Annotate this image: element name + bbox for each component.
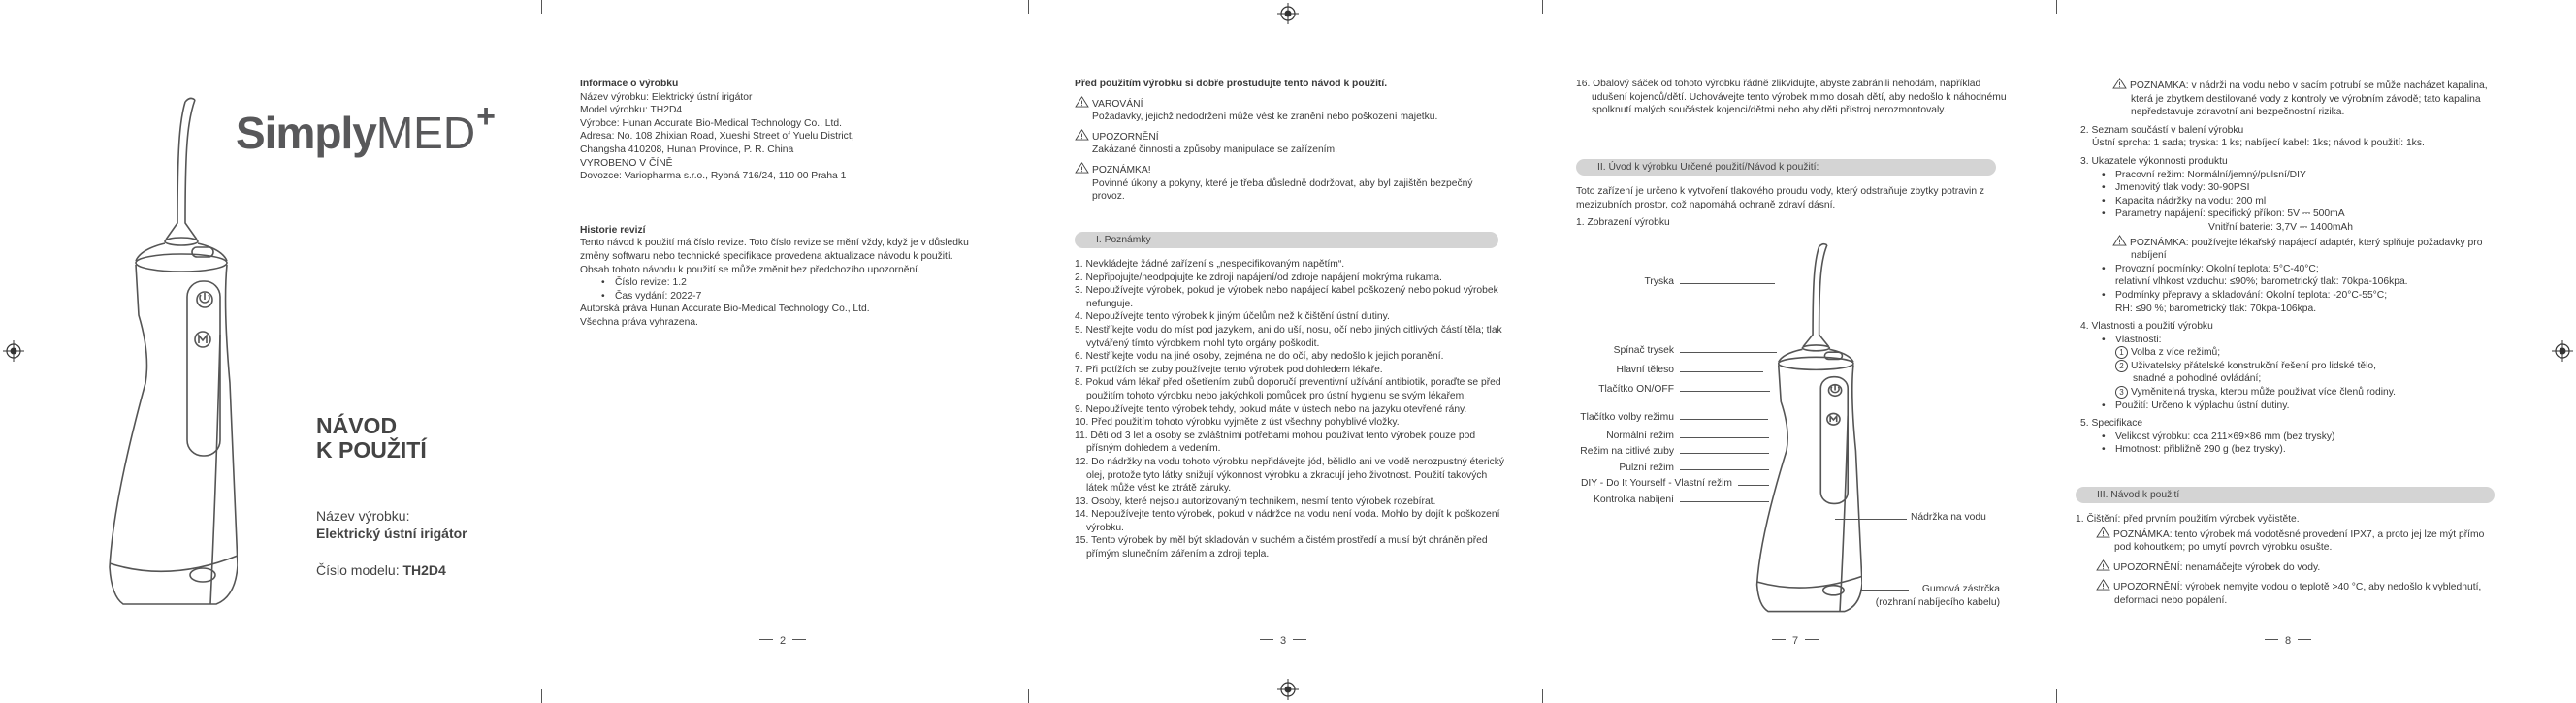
section-header: III. Návod k použití [2076,487,2495,503]
plus-icon: + [476,98,496,135]
crop-mark [541,689,542,703]
warning-triangle-icon [2096,579,2110,591]
info-title: Informace o výrobku [580,79,679,89]
page-number: 7 [1765,635,1825,647]
product-info-page: Informace o výrobku Název výrobku: Elektrický ústní irigátor Model výrobku: TH2D4 Výrobce: Hunan Accurate Bio-Medical Technology Co., Ltd. Adresa: No. 108 Zhixian Road, Xueshi Street of Yuelu District, Changsha 410208, Hunan Province, P. R. China VYROBENO V ČÍNĚ Dovozce: Variopharma s.r.o., Rybná 716/24, 110 00 Praha 1 Historie revizí Tento návod k použití má číslo revize. Toto číslo revize se mění vždy, když je v důsledku změny softwaru nebo technické specifikace provedena aktualizace návodu k použití. Obsah tohoto návodu k použití se může změnit bez předchozího upozornění. • Číslo revize: 1.2 • Čas vydání: 2022-7 Autorská práva Hunan Accurate Bio-Medical Technology Co., Ltd. Všechna práva vyhrazena. [580,78,1016,330]
intro-page [1576,78,2008,117]
section-header: I. Poznámky [1075,232,1498,248]
crop-mark [541,0,542,14]
crop-mark [2056,689,2057,703]
list-item: 6. Nestříkejte vodu na jiné osoby, zejména ne do očí, aby nedošlo k jejich poranění. [1075,351,1444,363]
label-sensitive-mode: Režim na citlivé zuby [1580,446,1674,457]
device-illustration [102,92,238,606]
list-item: 11. Děti od 3 let a osoby se zvláštními potřebami mohou používat tento výrobek pouze pod přísným dohledem a vedením. [1075,430,1476,455]
warning-triangle-icon [2096,559,2110,571]
crop-mark [1542,689,1543,703]
list-item: 8. Pokud vám lékař před ošetřením zubů doporučí preventivní užívání antibiotik, poraďte se před použitím tohoto výrobku nebo jakýchkoli pomůcek pro ústní hygienu se svým lékařem. [1075,377,1501,401]
label-nozzle-switch: Spínač trysek [1613,345,1674,356]
registration-mark-icon [2552,340,2573,362]
label-pulse-mode: Pulzní režim [1619,463,1674,473]
history-title: Historie revizí [580,224,646,236]
usage-section: 1. Čištění: před prvním použitím výrobek vyčistěte. POZNÁMKA: tento výrobek má vodotěsné provedení IPX7, a proto jej lze mýt přímo pod kohoutkem; po umytí povrch výrobku osušte. UPOZORNĚNÍ: nenamáčejte výrobek do vody. UPOZORNĚNÍ: výrobek nemyjte vodou o teplotě >40 °C, aby nedošlo k vyblednutí, deformaci nebo popálení. [2076,513,2502,608]
label-main-body: Hlavní těleso [1616,365,1674,375]
list-item: 4. Nepoužívejte tento výrobek k jiným účelům než k čištění ústní dutiny. [1075,311,1390,323]
label-diy-mode: DIY - Do It Yourself - Vlastní režim [1580,478,1732,489]
label-rubber-plug: Gumová zástrčka (rozhraní nabíjecího kabelu) [1875,584,2000,608]
list-item: 13. Osoby, které nejsou autorizovaným technikem, nesmí tento výrobek rozebírat. [1075,495,1436,507]
device-diagram [1751,240,1862,613]
list-item: 16. Obalový sáček od tohoto výrobku řádně zlikvidujte, abyste zabránili nehodám, například udušení kojenců/dětí. Uchovávejte tento výrobek mimo dosah dětí, aby nedošlo k náhodnému spolknutí malých součástek kojenci/dětmi nebo aby děti přístroj nerozmontovaly. [1576,79,2007,116]
section-header: II. Úvod k výrobku Určené použití/Návod k použití: [1576,159,1996,176]
warning-block: UPOZORNĚNÍ [1075,129,1506,144]
label-nozzle: Tryska [1644,276,1674,287]
notes-page: Před použitím výrobku si dobře prostudujte tento návod k použití. VAROVÁNÍ Požadavky, jejichž nedodržení může vést ke zranění nebo poškození majetku. UPOZORNĚNÍ Zakázané činnosti a způsoby manipulace se zařízením. POZNÁMKA! Povinné úkony a pokyny, které je třeba důsledně dodržovat, aby byl zajištěn bezpečný provoz. [1075,78,1506,204]
warning-triangle-icon [1075,129,1089,141]
list-item: 1. Nevkládejte žádné zařízení s „nespecifikovaným napětím“. [1075,259,1345,270]
intro-text: Toto zařízení je určeno k vytvoření tlakového proudu vody, který odstraňuje zbytky potravin z mezizubních prostor, což napomáhá ochraně zdraví dásní. 1. Zobrazení výrobku [1576,186,1985,229]
label-charging-light: Kontrolka nabíjení [1593,495,1674,505]
list-item: 5. Nestříkejte vodu do míst pod jazykem, ani do uší, nosu, očí nebo jiných citlivých částí těla; tlak vytvářený tímto výrobkem mohl tyto orgány poškodit. [1075,324,1502,349]
registration-mark-icon [3,340,24,362]
number-2-icon: 2 [2115,360,2128,372]
label-normal-mode: Normální režim [1606,431,1674,441]
warning-block: POZNÁMKA! [1075,162,1506,177]
page-number: 2 [753,635,813,647]
warning: UPOZORNĚNÍ: nenamáčejte výrobek do vody. [2076,559,2502,575]
specs-page: POZNÁMKA: v nádrži na vodu nebo v sacím potrubí se může nacházet kapalina, která je zbytkem destilované vody z kontroly ve výrobním závodě; tato kapalina nepředstavuje zdravotní ani bezpečnostní rizika. 2. Seznam součástí v balení výrobku Ústní sprcha: 1 sada; tryska: 1 ks; nabíjecí kabel: 1ks; návod k použití: 1ks. 3. Ukazatele výkonnosti produktu • Pracovní režim: Normální/jemný/pulsní/DIY • Jmenovitý tlak vody: 30-90PSI • Kapacita nádržky na vodu: 200 ml • Parametry napájení: specifický příkon: 5V ⎓ 500mA Vnitřní baterie: 3,7V ⎓ 1400mAh POZNÁMKA: používejte lékařský napájecí adaptér, který splňuje požadavky pro nabíjení • Provozní podmínky: Okolní teplota: 5°C-40°C; relativní vlhkost vzduchu: ≤90%; barometrický tlak: 70kpa-106kpa. • Podmínky přepravy a skladování: Okolní teplota: -20°C-55°C; RH: ≤90 %; barometrický tlak: 70kpa-106kpa. 4. Vlastnosti a použití výrobku • Vlastnosti: 1 Volba z více režimů; 2 Uživatelsky přátelské konstrukční řešení pro lidské tělo, snadné a pohodlné ovládání; 3 Vyměnitelná tryska, kterou může používat více členů rodiny. • Použití: Určeno k výplachu ústní dutiny. 5. Specifikace • Velikost výrobku: cca 211×69×86 mm (bez trysky) • Hmotnost: přibližně 290 g (bez trysky). [2080,78,2507,457]
note: POZNÁMKA: používejte lékařský napájecí adaptér, který splňuje požadavky pro nabíjení [2080,235,2507,263]
warning: UPOZORNĚNÍ: výrobek nemyjte vodou o teplotě >40 °C, aby nedošlo k vyblednutí, deformaci nebo popálení. [2076,579,2502,607]
list-item: 7. Při potížích se zuby používejte tento výrobek pod dohledem lékaře. [1075,364,1383,375]
notes-list [1075,258,1506,561]
page-number: 3 [1253,635,1313,647]
registration-mark-icon [1277,3,1299,24]
list-item: 12. Do nádržky na vodu tohoto výrobku nepřidávejte jód, bělidlo ani ve vodě nerozpustný éterický olej, protože tyto látky snižují výkonnost výrobku a zkracují jeho životnost. Použití takových látek může vést ke ztrátě záruky. [1075,456,1505,495]
list-item: 10. Před použitím tohoto výrobku vyjměte z úst všechny pohyblivé vložky. [1075,417,1400,429]
registration-mark-icon [1277,679,1299,700]
note: POZNÁMKA: tento výrobek má vodotěsné provedení IPX7, a proto jej lze mýt přímo pod kohoutkem; po umytí povrch výrobku osušte. [2076,527,2502,555]
warning-triangle-icon [2096,527,2110,538]
label-mode-button: Tlačítko volby režimu [1580,412,1674,423]
list-item: 3. Nepoužívejte výrobek, pokud je výrobek nebo napájecí kabel poškozený nebo pokud výrobek nefunguje. [1075,285,1498,309]
number-3-icon: 3 [2115,386,2128,399]
note: POZNÁMKA: v nádrži na vodu nebo v sacím potrubí se může nacházet kapalina, která je zbytkem destilované vody z kontroly ve výrobním závodě; tato kapalina nepředstavuje zdravotní ani bezpečnostní rizika. [2080,78,2507,119]
list-item: 15. Tento výrobek by měl být skladován v suchém a čistém prostředí a musí být chráněn před přímým slunečním zářením a zdroji tepla. [1075,535,1488,560]
warning-triangle-icon [1075,96,1089,108]
cover-product: Název výrobku: Elektrický ústní irigátor Číslo modelu: TH2D4 [316,508,467,578]
list-item: 9. Nepoužívejte tento výrobek tehdy, pokud máte v ústech nebo na jazyku otevřené rány. [1075,403,1467,415]
crop-mark [1028,689,1029,703]
warning-triangle-icon [2112,78,2127,89]
brand-logo: SimplyMED+ [236,98,496,158]
crop-mark [2056,0,2057,14]
label-water-tank: Nádržka na vodu [1911,512,1986,523]
cover-title: NÁVOD K POUŽITÍ [316,413,427,463]
warning-triangle-icon [1075,162,1089,174]
list-item: 14. Nepoužívejte tento výrobek, pokud v nádržce na vodu není voda. Mohlo by dojít k poškození výrobku. [1075,509,1500,533]
page-number: 8 [2258,635,2318,647]
crop-mark [1542,0,1543,14]
warning-triangle-icon [2112,235,2127,246]
crop-mark [1028,0,1029,14]
warning-block: VAROVÁNÍ [1075,96,1506,112]
number-1-icon: 1 [2115,346,2128,359]
list-item: 2. Nepřipojujte/neodpojujte ke zdroji napájení/od zdroje napájení mokrýma rukama. [1075,272,1442,283]
label-power-button: Tlačítko ON/OFF [1598,384,1674,395]
